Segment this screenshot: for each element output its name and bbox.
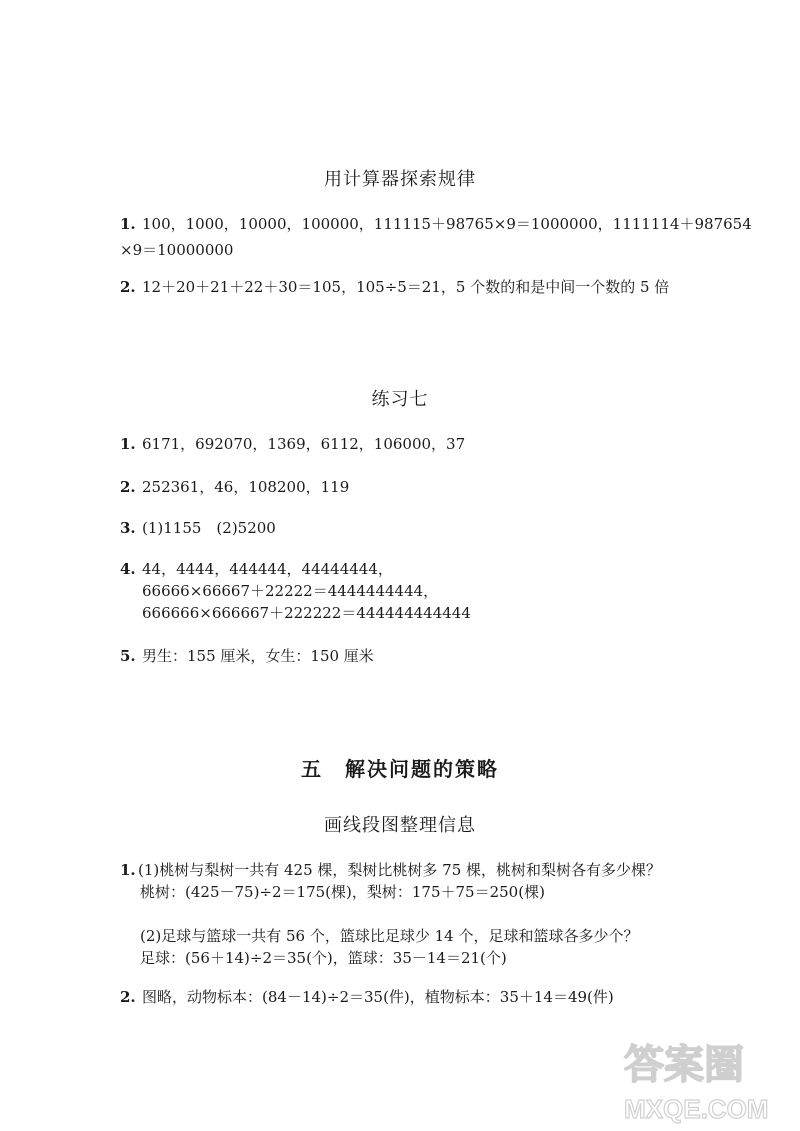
answer-text-continued: 666666×666667＋222222＝444444444444 <box>142 604 471 622</box>
answer-text: 252361，46，108200，119 <box>142 478 350 496</box>
watermark-bottom-text: MXQE.COM <box>624 1094 769 1124</box>
item-number: 1. <box>120 215 136 233</box>
item-number: 5. <box>120 647 136 665</box>
answer-item-2 <box>120 986 720 1008</box>
item-number: 3. <box>120 519 136 537</box>
answer-text: 男生：155 厘米，女生：150 厘米 <box>142 647 374 665</box>
chapter-heading <box>0 753 800 782</box>
answer-item-2 <box>120 276 720 298</box>
answer-item-2 <box>120 476 720 498</box>
answer-text: 图略，动物标本：(84－14)÷2＝35(件)，植物标本：35＋14＝49(件) <box>142 988 614 1006</box>
answer-item-3 <box>120 517 720 539</box>
answer-item-5 <box>120 645 720 667</box>
answer-item-1 <box>120 859 720 969</box>
section-title-calculator-patterns: 用计算器探索规律 <box>324 169 476 190</box>
item-number: 2. <box>120 478 136 496</box>
item-number: 1. <box>120 861 136 879</box>
item-number: 2. <box>120 988 136 1006</box>
answer-text: (1)1155 (2)5200 <box>142 519 276 537</box>
answer-text: 44，4444，444444，44444444， <box>142 560 393 578</box>
item-number: 4. <box>120 560 136 578</box>
item-number: 1. <box>120 435 136 453</box>
section-title-exercise-7: 练习七 <box>371 389 429 410</box>
item-number: 2. <box>120 278 136 296</box>
answer-text-continued: 足球：(56＋14)÷2＝35(个)，篮球：35－14＝21(个) <box>140 949 507 967</box>
chapter-number: 五 <box>301 757 323 781</box>
answer-item-4 <box>120 558 720 624</box>
answer-item-1 <box>120 213 752 261</box>
answer-text: 100，1000，10000，100000，111115＋98765×9＝1000000，1111114＋987654 <box>142 215 752 233</box>
section-title-line-diagram: 画线段图整理信息 <box>324 815 476 836</box>
watermark-top-text: 答案圈 <box>624 1043 744 1087</box>
answer-text: 12＋20＋21＋22＋30＝105，105÷5＝21，5 个数的和是中间一个数的 5 倍 <box>142 278 670 296</box>
watermark-logo <box>618 1030 788 1126</box>
answer-text-continued: 桃树：(425－75)÷2＝175(棵)，梨树：175＋75＝250(棵) <box>140 883 545 901</box>
chapter-title: 解决问题的策略 <box>345 757 499 781</box>
answer-text: 6171，692070，1369，6112，106000，37 <box>142 435 466 453</box>
answer-text-continued: ×9＝10000000 <box>120 241 234 259</box>
answer-item-1 <box>120 433 720 455</box>
answer-text-continued: (2)足球与篮球一共有 56 个，篮球比足球少 14 个，足球和篮球各多少个？ <box>140 927 639 945</box>
answer-text-continued: 66666×66667＋22222＝4444444444， <box>142 582 439 600</box>
answer-text: (1)桃树与梨树一共有 425 棵，梨树比桃树多 75 棵，桃树和梨树各有多少棵？ <box>138 861 662 879</box>
